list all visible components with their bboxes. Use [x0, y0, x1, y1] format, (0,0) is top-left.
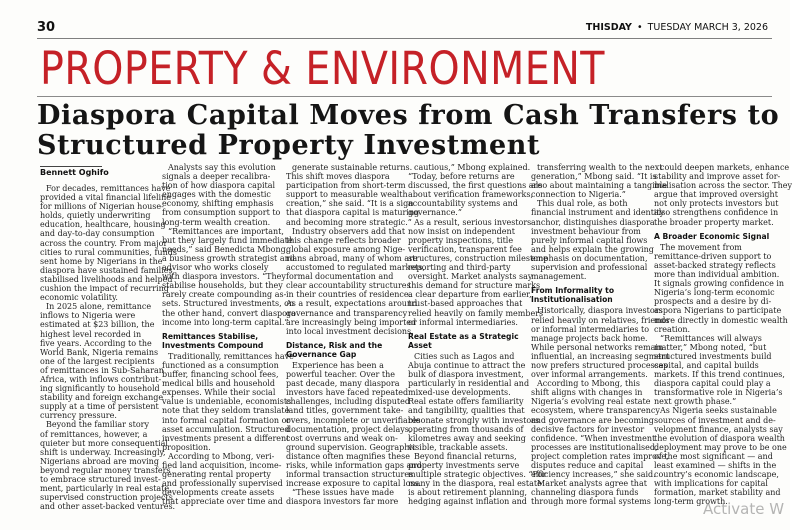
text-line: reporting and third-party: [408, 263, 511, 273]
text-line: challenges, including disputed: [286, 397, 410, 407]
text-line: The movement from: [660, 242, 742, 252]
text-line: diaspora capital could play a: [654, 379, 771, 389]
paragraph: [531, 479, 651, 507]
text-line: risks, while information gaps and: [286, 461, 422, 470]
text-line: investments present a different: [162, 433, 290, 443]
text-line: needs,” said Benedicta Mbong,: [162, 244, 289, 254]
text-line: shift is underway. Increasingly,: [40, 447, 166, 457]
text-line: decisive factors for investor: [531, 424, 645, 434]
text-line: and professionally supervised: [162, 479, 283, 489]
headline-line: Diaspora Capital Moves from Cash Transfers to: [37, 100, 780, 131]
subheading: [408, 332, 525, 350]
text-line: one of the largest recipients: [40, 356, 155, 366]
text-line: diaspora have sustained families,: [40, 265, 176, 275]
text-line: generate sustainable returns.: [292, 163, 413, 172]
text-line: functioned as a consumption: [162, 360, 279, 370]
text-line: ment, particularly in real estate,: [40, 484, 172, 494]
paragraph: [408, 217, 548, 327]
text-line: It signals growing confidence in: [654, 279, 785, 289]
article-headline: [37, 100, 780, 161]
text-line: prospects and a desire by di-: [654, 297, 772, 307]
text-line: supervision and professional: [531, 263, 648, 273]
text-line: highest level recorded in: [40, 329, 142, 339]
text-line: this change reflects broader: [286, 235, 401, 245]
text-line: channeling diaspora funds: [531, 488, 639, 498]
section-divider: [37, 96, 772, 97]
issue-date: TUESDAY MARCH 3, 2026: [647, 22, 768, 33]
text-line: Beyond financial returns,: [414, 451, 517, 461]
text-line: matter,” Mbong noted, “but: [654, 342, 767, 352]
text-line: past decade, many diaspora: [286, 379, 400, 389]
masthead-separator: •: [636, 22, 643, 33]
text-line: accountability systems and: [408, 199, 518, 209]
text-line: Institutionalisation: [531, 295, 613, 305]
activation-watermark: Activate W: [703, 500, 785, 518]
text-line: Industry observers add that: [292, 226, 406, 236]
text-line: least examined — shifts in the: [654, 461, 777, 470]
subheading: [162, 332, 279, 350]
paragraph: [286, 226, 425, 336]
text-line: to embrace structured invest-: [40, 475, 161, 484]
text-line: long-term growth.: [654, 497, 728, 507]
text-line: signals a deeper recalibra-: [162, 172, 271, 182]
text-line: Nigeria’s long-term economic: [654, 288, 775, 298]
text-line: Remittances Stabilise,: [162, 331, 259, 341]
text-line: advisor who works closely: [162, 263, 269, 273]
text-line: governance.”: [408, 208, 462, 218]
text-line: shift aligns with changes in: [531, 388, 643, 398]
text-line: Asset: [408, 340, 432, 350]
text-line: documentation, project delays,: [286, 424, 412, 434]
text-line: processes are institutionalised,: [531, 442, 658, 452]
text-line: many in the diaspora, real estate: [408, 479, 542, 489]
text-line: holds, quietly underwriting: [40, 211, 151, 221]
text-line: anchor, distinguishes diaspora: [531, 217, 655, 227]
paragraph: [40, 420, 176, 512]
text-line: Nigeria’s evolving real estate: [531, 397, 651, 407]
text-line: this demand for structure marks: [408, 281, 541, 291]
text-line: Beyond the familiar story: [46, 420, 150, 430]
text-line: engages with the domestic: [162, 190, 271, 200]
text-line: income into long-term capital.”: [162, 317, 289, 327]
text-line: “These issues have made: [292, 488, 394, 498]
paragraph: [408, 451, 547, 507]
text-line: Analysts say this evolution: [168, 163, 276, 172]
text-line: Investments Compound: [162, 340, 264, 350]
paragraph: [40, 184, 177, 303]
text-line: of remittances in Sub-Saharan: [40, 365, 164, 375]
text-line: From Informality to: [531, 286, 615, 296]
text-line: disputes reduce and capital: [531, 461, 644, 470]
text-line: This dual role, as both: [537, 199, 628, 209]
text-line: are increasingly being imported: [286, 317, 417, 327]
text-line: sources of investment and de-: [654, 415, 776, 425]
text-line: remittance-driven support to: [654, 251, 772, 261]
text-line: Governance Gap: [286, 349, 357, 359]
text-line: economy, shifting emphasis: [162, 199, 274, 209]
text-line: into local investment decisions.: [286, 326, 414, 336]
text-line: “Remittances are important,: [168, 226, 284, 236]
text-line: fied land acquisition, income-: [162, 461, 282, 470]
text-line: a clear departure from earlier,: [408, 290, 532, 300]
paragraph: [286, 488, 403, 506]
text-line: and helps explain the growing: [531, 244, 654, 254]
paragraph: [654, 163, 792, 227]
text-line: about verification frameworks,: [408, 190, 533, 200]
text-line: proposition.: [162, 442, 211, 452]
text-line: malisation across the sector. They: [654, 181, 792, 191]
text-line: clear accountability structures: [286, 281, 411, 291]
text-line: verification, transparent fee: [408, 244, 522, 254]
text-line: resonate strongly with investors: [408, 415, 540, 425]
text-line: cities to rural communities, funds: [40, 247, 177, 257]
text-line: generation,” Mbong said. “It is: [531, 172, 657, 182]
text-line: value is undeniable, economists: [162, 397, 292, 407]
text-line: the other hand, convert diaspora: [162, 308, 296, 318]
text-line: management.: [531, 272, 587, 282]
text-line: “Today, before returns are: [408, 172, 515, 182]
text-line: According to Mbong, veri-: [168, 451, 275, 461]
text-line: structured investments build: [654, 351, 772, 361]
text-line: and tangibility, qualities that: [408, 406, 525, 416]
text-line: Market analysts agree that: [537, 479, 647, 489]
text-line: expenses. While their social: [162, 388, 276, 398]
text-line: but they largely fund immediate: [162, 235, 293, 245]
text-line: aspora Nigerians to participate: [654, 306, 782, 316]
text-line: property investments serve: [408, 461, 520, 470]
text-line: developments create assets: [162, 488, 275, 498]
text-line: or informal intermediaries.: [408, 317, 518, 327]
text-line: with implications for capital: [654, 479, 768, 489]
text-line: inflows to Nigeria were: [40, 311, 136, 321]
text-line: Distance, Risk and the: [286, 340, 383, 350]
text-line: rarely create compounding as-: [162, 290, 287, 300]
text-line: investment behaviour from: [531, 226, 641, 236]
text-line: investors have faced repeated: [286, 388, 409, 398]
text-line: overs, incomplete or unverifiable: [286, 415, 421, 425]
text-line: project completion rates improve,: [531, 451, 669, 461]
text-line: and governance are becoming: [531, 415, 654, 425]
text-line: and day-to-day consumption: [40, 229, 155, 239]
text-line: particularly in residential and: [408, 379, 530, 389]
text-line: informal transaction structures: [286, 470, 414, 480]
text-line: participation from short-term: [286, 181, 406, 191]
text-line: cost overruns and weak on-: [286, 433, 398, 443]
text-line: next growth phase.”: [654, 397, 737, 407]
text-line: with diaspora investors. “They: [162, 272, 286, 282]
subheading: [286, 341, 403, 359]
text-line: global exposure among Nige-: [286, 244, 406, 254]
text-line: over informal arrangements.: [531, 370, 648, 380]
text-line: visible, trackable assets.: [408, 442, 508, 452]
masthead: [586, 22, 768, 33]
text-line: also strengthens confidence in: [654, 208, 779, 218]
text-line: A Broader Economic Signal: [654, 231, 770, 241]
text-line: Real Estate as a Strategic: [408, 331, 519, 341]
text-line: velopment finance, analysts say: [654, 424, 783, 434]
text-line: stability and improve asset for-: [654, 172, 781, 182]
text-line: now prefers structured processes: [531, 360, 668, 370]
text-line: This shift moves diaspora: [286, 172, 390, 182]
text-line: beyond regular money transfers: [40, 465, 171, 475]
text-line: capital, and capital builds: [654, 360, 759, 370]
page-number: 30: [37, 20, 56, 35]
paragraph: [531, 379, 669, 480]
text-line: generating rental property: [162, 470, 271, 480]
text-line: “Remittances will always: [660, 333, 762, 343]
paragraph: [654, 333, 785, 407]
paragraph: [162, 351, 294, 452]
publication-name: THISDAY: [585, 22, 632, 33]
headline-line: Structured Property Investment: [37, 130, 541, 161]
paragraph: [286, 163, 420, 227]
text-line: through more formal systems: [531, 497, 651, 507]
text-line: transferring wealth to the next: [537, 163, 663, 172]
text-line: accustomed to regulated markets,: [286, 263, 425, 273]
subheading: [531, 286, 648, 304]
text-line: creation,” she said. “It is a sign: [286, 199, 414, 209]
text-line: hedging against inflation and: [408, 497, 527, 507]
text-line: rians abroad, many of whom are: [286, 253, 418, 263]
text-line: For decades, remittances have: [46, 184, 171, 193]
byline-divider: [40, 166, 102, 167]
text-line: education, healthcare, housing: [40, 220, 166, 230]
text-line: As a result, expectations around: [286, 299, 418, 309]
text-line: governance and transparency: [286, 308, 408, 318]
text-line: support to measurable wealth: [286, 190, 408, 200]
text-line: stability and foreign exchange: [40, 393, 164, 403]
text-line: Real estate offers familiarity: [408, 397, 524, 407]
text-line: ground supervision. Geographic: [286, 442, 417, 452]
article-column-1: [40, 184, 177, 512]
text-line: World Bank, Nigeria remains: [40, 347, 159, 357]
paragraph: [162, 163, 279, 227]
text-line: relied heavily on family members: [408, 308, 544, 318]
subheading: [654, 232, 776, 241]
text-line: tion of how diaspora capital: [162, 181, 276, 191]
text-line: connection to Nigeria.”: [531, 190, 626, 200]
text-line: Nigerians abroad are moving: [40, 456, 159, 466]
text-line: bulk of diaspora investment,: [408, 370, 524, 380]
text-line: buffer, financing school fees,: [162, 370, 279, 380]
text-line: emphasis on documentation,: [531, 253, 648, 263]
text-line: stabilised livelihoods and helped: [40, 274, 173, 284]
text-line: sent home by Nigerians in the: [40, 256, 163, 266]
text-line: economic volatility.: [40, 293, 118, 303]
text-line: property inspections, title: [408, 235, 514, 245]
article-column-6: [654, 163, 792, 507]
text-line: and other asset-backed ventures.: [40, 502, 176, 512]
text-line: As a result, serious investors: [414, 217, 532, 227]
text-line: Experience has been a: [292, 360, 384, 370]
text-line: purely informal capital flows: [531, 235, 648, 245]
text-line: powerful teacher. Over the: [286, 370, 395, 380]
text-line: stabilise households, but they: [162, 281, 283, 291]
text-line: not only protects investors but: [654, 199, 779, 209]
text-line: Traditionally, remittances have: [168, 351, 294, 361]
text-line: that appreciate over time and: [162, 497, 283, 507]
text-line: cautious,” Mbong explained.: [414, 163, 531, 172]
article-column-2: [162, 163, 296, 507]
text-line: increase exposure to capital loss.: [286, 479, 422, 489]
text-line: argue that improved oversight: [654, 190, 778, 200]
text-line: into formal capital formation or: [162, 415, 291, 425]
text-line: supervised construction projects: [40, 493, 173, 503]
text-line: land titles, government take-: [286, 406, 404, 416]
text-line: confidence. “When investment: [531, 433, 656, 443]
text-line: According to Mbong, this: [537, 379, 640, 389]
text-line: While personal networks remain: [531, 342, 664, 352]
text-line: in their countries of residence.: [286, 290, 412, 300]
text-line: ing significantly to household: [40, 384, 160, 394]
text-line: quieter but more consequential: [40, 438, 168, 448]
text-line: discussed, the first questions are: [408, 181, 543, 191]
text-line: In 2025 alone, remittance: [46, 302, 152, 312]
text-line: of the most significant — and: [654, 451, 773, 461]
text-line: markets. If this trend continues,: [654, 370, 785, 380]
text-line: distance often magnifies these: [286, 451, 410, 461]
text-line: now insist on independent: [408, 226, 515, 236]
article-column-4: [408, 163, 548, 507]
text-line: deployment may prove to be one: [654, 442, 787, 452]
text-line: financial instrument and identity: [531, 208, 665, 218]
text-line: that diaspora capital is maturing: [286, 208, 420, 218]
section-title: PROPERTY & ENVIRONMENT: [40, 42, 605, 95]
text-line: a business growth strategist and: [162, 253, 295, 263]
paragraph: [286, 360, 422, 489]
paragraph: [162, 226, 296, 327]
text-line: long-term wealth creation.: [162, 217, 271, 227]
text-line: more than individual ambition.: [654, 270, 780, 280]
text-line: cushion the impact of recurring: [40, 284, 169, 294]
text-line: asset-backed strategy reflects: [654, 260, 776, 270]
paragraph: [531, 306, 670, 380]
paragraph: [531, 199, 665, 282]
text-line: asset accumulation. Structured: [162, 424, 290, 434]
paragraph: [531, 163, 668, 200]
paragraph: [408, 351, 540, 452]
paragraph: [408, 163, 543, 218]
text-line: Cities such as Lagos and: [414, 351, 515, 361]
text-line: oversight. Market analysts say: [408, 272, 533, 282]
text-line: the broader property market.: [654, 217, 774, 227]
text-line: from consumption support to: [162, 208, 281, 218]
text-line: formation, market stability and: [654, 488, 781, 498]
paragraph: [40, 302, 164, 421]
paragraph: [162, 451, 283, 507]
text-line: multiple strategic objectives. “For: [408, 470, 547, 480]
text-line: ecosystem, where transparency: [531, 406, 660, 416]
text-line: influential, an increasing segment: [531, 351, 670, 361]
text-line: sets. Structured investments, on: [162, 299, 295, 309]
text-line: for millions of Nigerian house-: [40, 202, 164, 212]
text-line: currency pressure.: [40, 411, 117, 421]
text-line: country’s economic landscape,: [654, 470, 779, 480]
text-line: provided a vital financial lifeline: [40, 193, 171, 203]
text-line: the evolution of diaspora wealth: [654, 433, 785, 443]
text-line: As Nigeria seeks sustainable: [660, 406, 777, 416]
text-line: or informal intermediaries to: [531, 324, 650, 334]
text-line: manage projects back home.: [531, 333, 648, 343]
text-line: operating from thousands of: [408, 424, 524, 434]
text-line: kilometres away and seeking: [408, 433, 526, 443]
text-line: relied heavily on relatives, friends: [531, 315, 670, 325]
text-line: could deepen markets, enhance: [660, 163, 790, 172]
text-line: of remittances, however, a: [40, 429, 148, 439]
text-line: is about retirement planning,: [408, 488, 528, 498]
text-line: Abuja continue to attract the: [408, 360, 526, 370]
text-line: diaspora investors far more: [286, 497, 399, 507]
text-line: trust-based approaches that: [408, 299, 523, 309]
text-line: and becoming more strategic.”: [286, 217, 412, 227]
text-line: Historically, diaspora investors: [537, 306, 663, 316]
text-line: transformative role in Nigeria’s: [654, 388, 783, 398]
text-line: creation.: [654, 324, 691, 334]
paragraph: [654, 242, 788, 334]
text-line: structures, construction milestone: [408, 253, 548, 263]
text-line: five years. According to the: [40, 338, 152, 348]
text-line: mixed-use developments.: [408, 388, 511, 398]
article-column-5: [531, 163, 670, 507]
text-line: more directly in domestic wealth: [654, 315, 788, 325]
text-line: across the country. From major: [40, 238, 168, 248]
top-divider: [37, 38, 772, 39]
paragraph: [654, 406, 787, 507]
byline: Bennett Oghifo: [40, 168, 109, 177]
text-line: medical bills and household: [162, 379, 275, 389]
text-line: also about maintaining a tangible: [531, 181, 668, 191]
text-line: supply at a time of persistent: [40, 402, 159, 412]
text-line: Africa, with inflows contribut-: [40, 374, 162, 384]
text-line: formal documentation and: [286, 272, 394, 282]
text-line: efficiency increases,” she said.: [531, 470, 656, 480]
text-line: estimated at $23 billion, the: [40, 320, 155, 330]
text-line: note that they seldom translate: [162, 406, 290, 416]
